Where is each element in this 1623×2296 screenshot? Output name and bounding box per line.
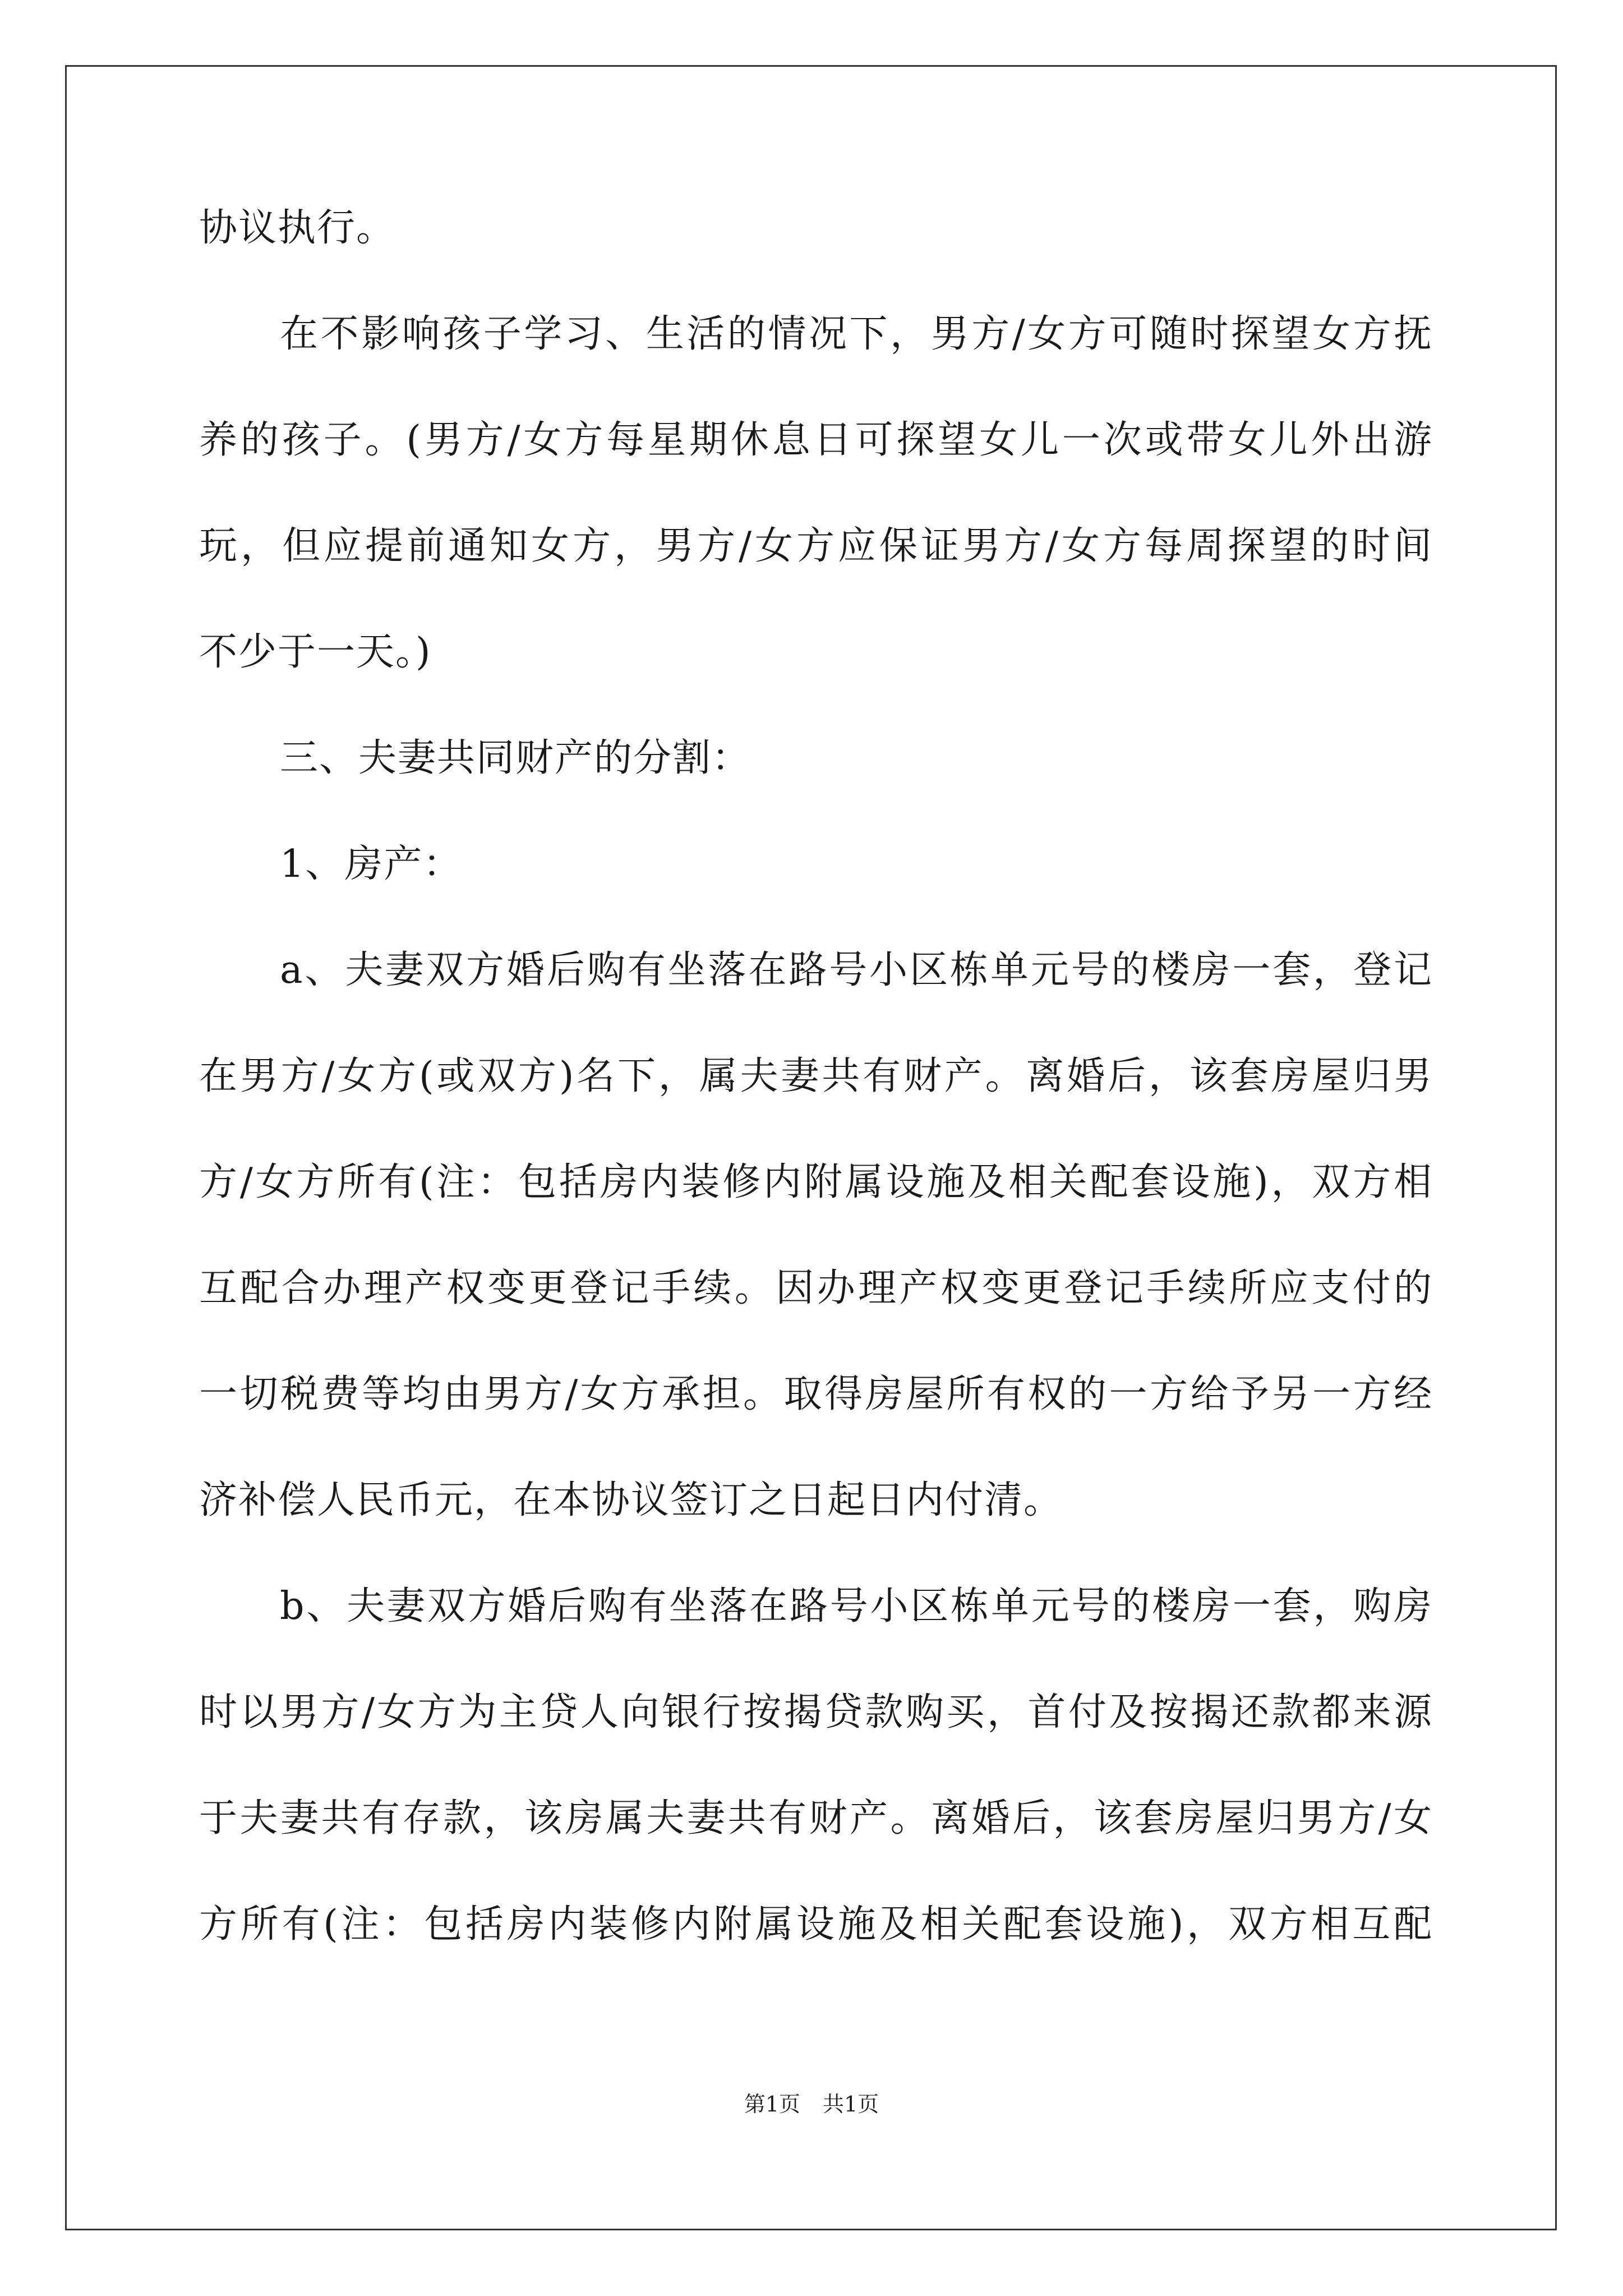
page-footer — [0, 2087, 1623, 2118]
document-body — [199, 202, 1433, 2004]
subsection-heading: 1、房产： — [280, 842, 463, 886]
paragraph-line: 方所有(注：包括房内装修内附属设施及相关配套设施)，双方相互配 — [199, 1902, 1433, 1947]
paragraph-line: 方/女方所有(注：包括房内装修内附属设施及相关配套设施)，双方相 — [199, 1160, 1433, 1204]
paragraph-line: 不少于一天。) — [199, 630, 432, 674]
paragraph-line: 济补偿人民币元，在本协议签订之日起日内付清。 — [199, 1478, 1063, 1522]
page-total: 共1页 — [823, 2092, 879, 2116]
paragraph-line: a、夫妻双方婚后购有坐落在路号小区栋单元号的楼房一套，登记 — [280, 948, 1433, 992]
paragraph-line: 互配合办理产权变更登记手续。因办理产权变更登记手续所应支付的 — [199, 1266, 1433, 1310]
paragraph-line: 养的孩子。(男方/女方每星期休息日可探望女儿一次或带女儿外出游 — [199, 418, 1433, 462]
paragraph-line: 玩，但应提前通知女方，男方/女方应保证男方/女方每周探望的时间 — [199, 524, 1433, 568]
paragraph-line: 于夫妻共有存款，该房属夫妻共有财产。离婚后，该套房屋归男方/女 — [199, 1796, 1433, 1841]
page-number: 第1页 — [744, 2092, 800, 2116]
section-heading: 三、夫妻共同财产的分割： — [280, 736, 751, 780]
paragraph-line: 协议执行。 — [199, 206, 396, 250]
paragraph-line: 在不影响孩子学习、生活的情况下，男方/女方可随时探望女方抚 — [280, 312, 1433, 356]
paragraph-line: 一切税费等均由男方/女方承担。取得房屋所有权的一方给予另一方经 — [199, 1372, 1433, 1416]
paragraph-line: 时以男方/女方为主贷人向银行按揭贷款购买，首付及按揭还款都来源 — [199, 1690, 1433, 1734]
paragraph-line: b、夫妻双方婚后购有坐落在路号小区栋单元号的楼房一套，购房 — [280, 1584, 1433, 1628]
paragraph-line: 在男方/女方(或双方)名下，属夫妻共有财产。离婚后，该套房屋归男 — [199, 1054, 1433, 1098]
